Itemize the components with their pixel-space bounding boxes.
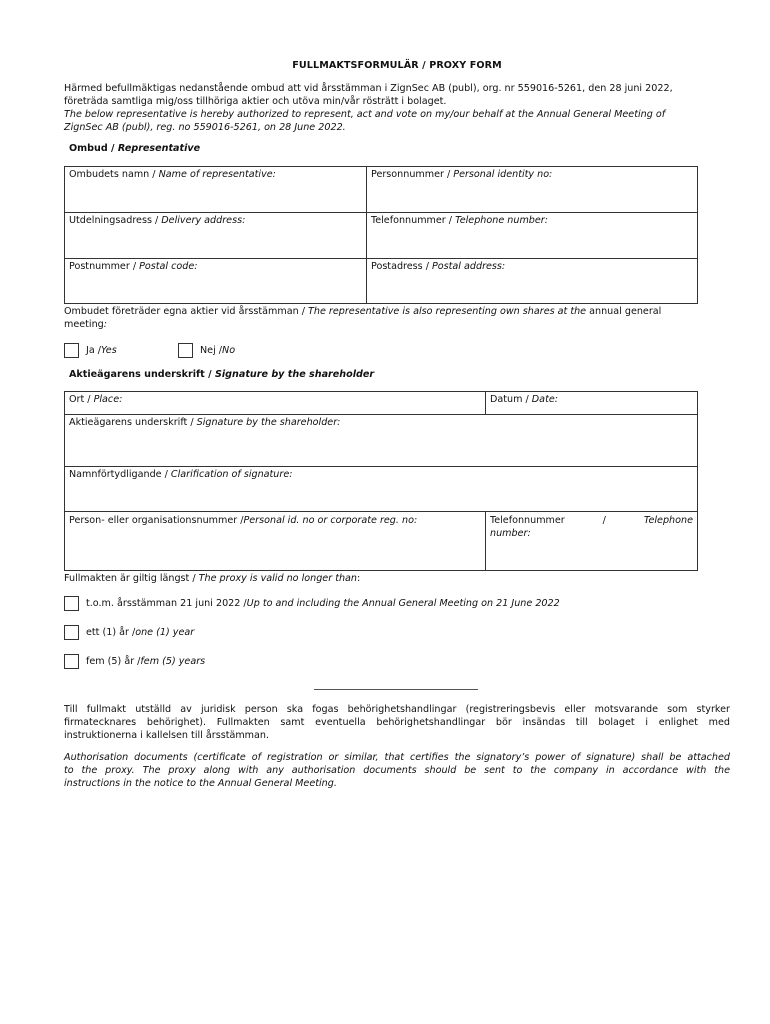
rep-addr-label-sv: Utdelningsadress / [69,215,162,226]
no-option [178,342,235,358]
validity-one-year-en: one (1) year [135,626,195,638]
rep-tel-label-sv: Telefonnummer / [371,215,456,226]
validity-agm-sv: t.o.m. årsstämman 21 juni 2022 / [86,597,247,609]
validity-five-years-checkbox[interactable] [64,654,79,669]
yes-label-sv: Ja / [86,344,101,356]
clarification-field[interactable] [65,467,698,512]
sig-label-sv: Aktieägarens underskrift / [69,417,197,428]
rep-city-label-sv: Postadress / [371,261,433,272]
representative-heading-en: Representative [117,143,201,154]
rep-pnr-label-sv: Personnummer / [371,169,454,180]
form-title: FULLMAKTSFORMULÄR / PROXY FORM [292,60,502,71]
validity-option-five-years [64,653,205,669]
own-shares-line2: meeting [64,319,104,330]
no-label-en: No [222,344,236,356]
note-en-line-2: to the proxy. The proxy along with any authorisation documents should be sent to the company in accordance with the [64,765,730,776]
own-shares-question [64,305,730,331]
intro-en-line-2: ZignSec AB (publ), reg. no 559016-5261, on 28 June 2022. [64,122,346,133]
validity-option-agm [64,595,560,611]
yes-checkbox[interactable] [64,343,79,358]
rep-zip-label-sv: Postnummer / [69,261,140,272]
postal-address-field[interactable] [367,259,698,304]
sh-tel-slash: / [602,515,606,526]
validity-label [64,572,730,585]
rep-zip-label-en: Postal code: [139,261,198,272]
shareholder-telephone-field[interactable] [486,512,698,571]
note-en-line-3: instructions in the notice to the Annual General Meeting. [64,778,337,789]
date-label-sv: Datum / [490,394,532,405]
sig-label-en: Signature by the shareholder: [196,417,341,428]
validity-one-year-checkbox[interactable] [64,625,79,640]
delivery-address-field[interactable] [65,213,367,259]
sh-tel-label-sv: Telefonnummer [490,515,565,526]
place-label-sv: Ort / [69,394,94,405]
postal-code-field[interactable] [65,259,367,304]
validity-label-colon: : [357,573,361,584]
representative-heading [69,143,200,154]
intro-en-line-1: The below representative is hereby authorized to represent, act and vote on my/our behalf at the Annual General Meeting of [64,109,666,120]
rep-pnr-label-en: Personal identity no: [453,169,553,180]
separator-line [314,689,478,690]
personal-identity-field[interactable] [367,167,698,213]
shareholder-signature-field[interactable] [65,415,698,467]
date-label-en: Date: [531,394,558,405]
validity-label-sv: Fullmakten är giltig längst / [64,573,199,584]
place-label-en: Place: [93,394,123,405]
signature-heading-sv: Aktieägarens underskrift / [69,369,215,380]
validity-five-years-en: fem (5) years [140,655,206,667]
signature-heading [69,369,374,380]
intro-sv-line-1: Härmed befullmäktigas nedanstående ombud att vid årsstämman i ZignSec AB (publ), org. nr 559016-5261, den 28 juni 2022, [64,83,673,94]
place-field[interactable] [65,392,486,415]
yes-option [64,342,117,358]
rep-telephone-field[interactable] [367,213,698,259]
id-number-field[interactable] [65,512,486,571]
rep-name-label-sv: Ombudets namn / [69,169,159,180]
representative-table [64,166,698,304]
no-label-sv: Nej / [200,344,223,356]
yes-label-en: Yes [101,344,117,356]
validity-one-year-sv: ett (1) år / [86,626,136,638]
signature-table [64,391,698,571]
intro-paragraph [64,82,730,134]
rep-tel-label-en: Telephone number: [455,215,548,226]
validity-five-years-sv: fem (5) år / [86,655,141,667]
id-label-en: Personal id. no or corporate reg. no: [243,515,418,526]
own-shares-en: The representative is also representing own shares at the [308,306,587,317]
no-checkbox[interactable] [178,343,193,358]
note-sv-line-2: firmatecknares behörighet). Fullmakten samt eventuella behörighetshandlingar bör insändas till bolaget i enlighet med [64,717,730,728]
rep-city-label-en: Postal address: [432,261,506,272]
sh-tel-label-en-2: number: [490,528,531,539]
note-sv-line-3: instruktionerna i kallelsen till årsstämman. [64,730,270,741]
note-en-line-1: Authorisation documents (certificate of registration or similar, that certifies the signatory’s power of signature) shall be attached [64,752,730,763]
own-shares-tail: annual general [586,306,662,317]
clar-label-sv: Namnförtydligande / [69,469,171,480]
validity-option-one-year [64,624,194,640]
note-sv-line-1: Till fullmakt utställd av juridisk person ska fogas behörighetshandlingar (registreringsbevis eller motsvarande som styrker [64,704,730,715]
sh-tel-label-en: Telephone [643,515,693,526]
legal-entity-note-en [64,751,730,790]
clar-label-en: Clarification of signature: [170,469,293,480]
representative-name-field[interactable] [65,167,367,213]
own-shares-line2-colon: : [103,319,107,330]
validity-label-en: The proxy is valid no longer than [198,573,357,584]
date-field[interactable] [486,392,698,415]
validity-agm-checkbox[interactable] [64,596,79,611]
signature-heading-en: Signature by the shareholder [214,369,375,380]
own-shares-sv: Ombudet företräder egna aktier vid årsstämman / [64,306,309,317]
id-label-sv: Person- eller organisationsnummer / [69,515,244,526]
representative-heading-sv: Ombud / [69,143,118,154]
intro-sv-line-2: företräda samtliga mig/oss tillhöriga aktier och utöva min/vår rösträtt i bolaget. [64,96,447,107]
rep-addr-label-en: Delivery address: [161,215,246,226]
rep-name-label-en: Name of representative: [158,169,276,180]
validity-agm-en: Up to and including the Annual General Meeting on 21 June 2022 [246,597,560,609]
legal-entity-note-sv [64,703,730,742]
